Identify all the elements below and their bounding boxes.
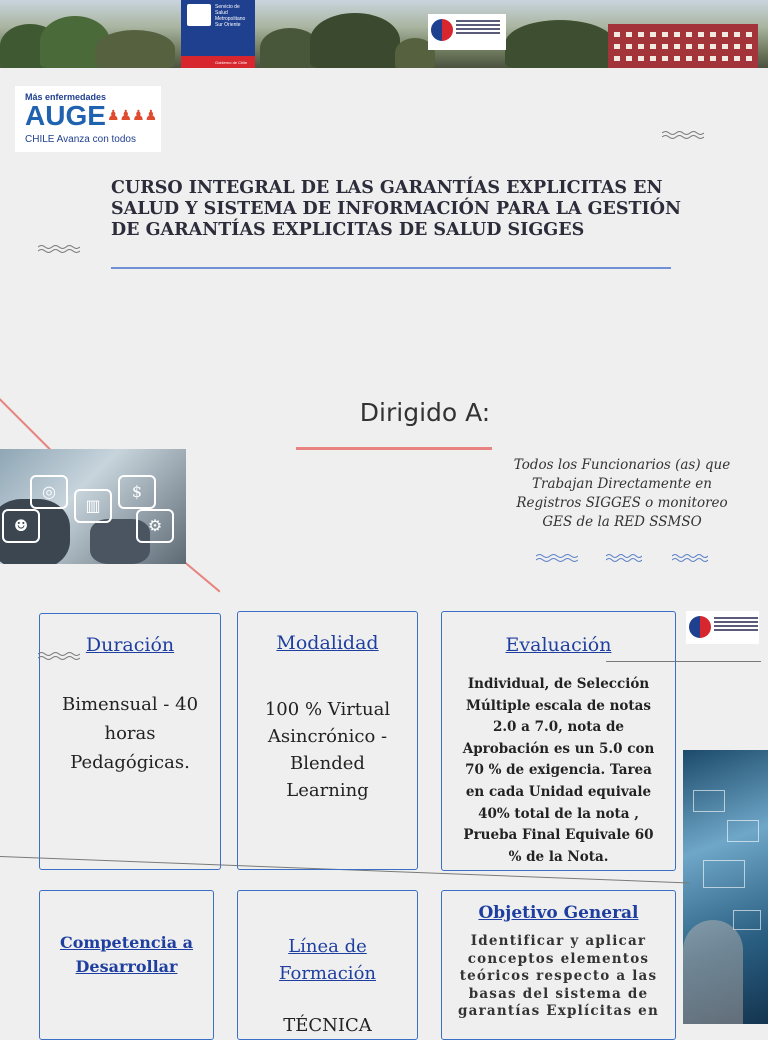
header-banner-photo bbox=[0, 0, 768, 68]
training-unit-logo bbox=[686, 611, 759, 644]
dollar-icon: $ bbox=[118, 475, 156, 509]
card-evaluacion bbox=[441, 611, 676, 871]
gear-icon: ⚙ bbox=[136, 509, 174, 543]
building-image bbox=[608, 24, 758, 68]
wave-decoration-icon bbox=[38, 651, 80, 661]
team-icon: ☻ bbox=[2, 509, 40, 543]
title-underline bbox=[111, 267, 671, 269]
card-title-modalidad: Modalidad bbox=[276, 632, 379, 654]
wave-decoration-icon bbox=[672, 553, 708, 563]
government-logo bbox=[181, 0, 255, 68]
card-linea bbox=[237, 890, 418, 1040]
card-title-evaluacion: Evaluación bbox=[505, 634, 612, 656]
card-title-linea: Línea de Formación bbox=[278, 936, 376, 984]
circle-logo-icon bbox=[689, 616, 711, 638]
wave-decoration-icon bbox=[662, 130, 704, 140]
card-objetivo bbox=[441, 890, 676, 1040]
heading-underline bbox=[296, 447, 492, 450]
target-icon: ◎ bbox=[30, 475, 68, 509]
wave-decoration-icon bbox=[536, 553, 578, 563]
technology-hand-photo bbox=[683, 750, 768, 1024]
card-body-linea: TÉCNICA bbox=[283, 1015, 372, 1036]
training-unit-logo bbox=[428, 14, 506, 50]
presentation-icon: ▥ bbox=[74, 489, 112, 523]
card-body-modalidad: 100 % Virtual Asincrónico - Blended Learning bbox=[264, 699, 391, 801]
card-title-duracion: Duración bbox=[85, 634, 175, 656]
auge-logo-top: Más enfermedades bbox=[25, 92, 107, 102]
circle-logo-icon bbox=[431, 19, 453, 41]
course-title: CURSO INTEGRAL DE LAS GARANTÍAS EXPLICITAS EN SALUD Y SISTEMA DE INFORMACIÓN PARA LA GESTIÓN DE GARANTÍAS EXPLICITAS DE SALUD SIGGES bbox=[111, 178, 681, 240]
shield-icon bbox=[187, 4, 211, 26]
card-body-objetivo: Identificar y aplicar conceptos elementos teóricos respecto a las basas del sistema de garantías Explícitas en bbox=[458, 933, 659, 1019]
wave-decoration-icon bbox=[606, 553, 642, 563]
auge-logo-tagline: CHILE Avanza con todos bbox=[25, 134, 136, 145]
gov-logo-footer: Gobierno de Chile bbox=[215, 60, 248, 65]
wave-decoration-icon bbox=[38, 244, 80, 254]
section-heading: Dirigido A: bbox=[359, 398, 491, 427]
card-title-competencia: Competencia a Desarrollar bbox=[59, 933, 194, 976]
auge-logo-main: AUGE bbox=[25, 100, 106, 131]
business-icons-photo bbox=[0, 449, 186, 564]
gov-logo-text: Servicio de Salud Metropolitano Sur Oriente bbox=[215, 4, 246, 28]
people-icon: ♟♟♟♟ bbox=[107, 108, 158, 124]
card-body-evaluacion: Individual, de Selección Múltiple escala de notas 2.0 a 7.0, nota de Aprobación es un 5.0 con 70 % de exigencia. Tarea en cada Unidad equivale 40% total de la nota , Prueba Final Equivale 60 % de la Nota. bbox=[462, 676, 655, 865]
decorative-line bbox=[185, 562, 221, 592]
card-modalidad bbox=[237, 611, 418, 870]
card-body-duracion: Bimensual - 40 horas Pedagógicas. bbox=[61, 694, 199, 773]
auge-logo bbox=[15, 86, 161, 152]
card-competencia bbox=[39, 890, 214, 1040]
card-title-objetivo: Objetivo General bbox=[478, 903, 639, 923]
audience-text: Todos los Funcionarios (as) que Trabajan Directamente en Registros SIGGES o monitoreo GES de la RED SSMSO bbox=[513, 457, 731, 530]
